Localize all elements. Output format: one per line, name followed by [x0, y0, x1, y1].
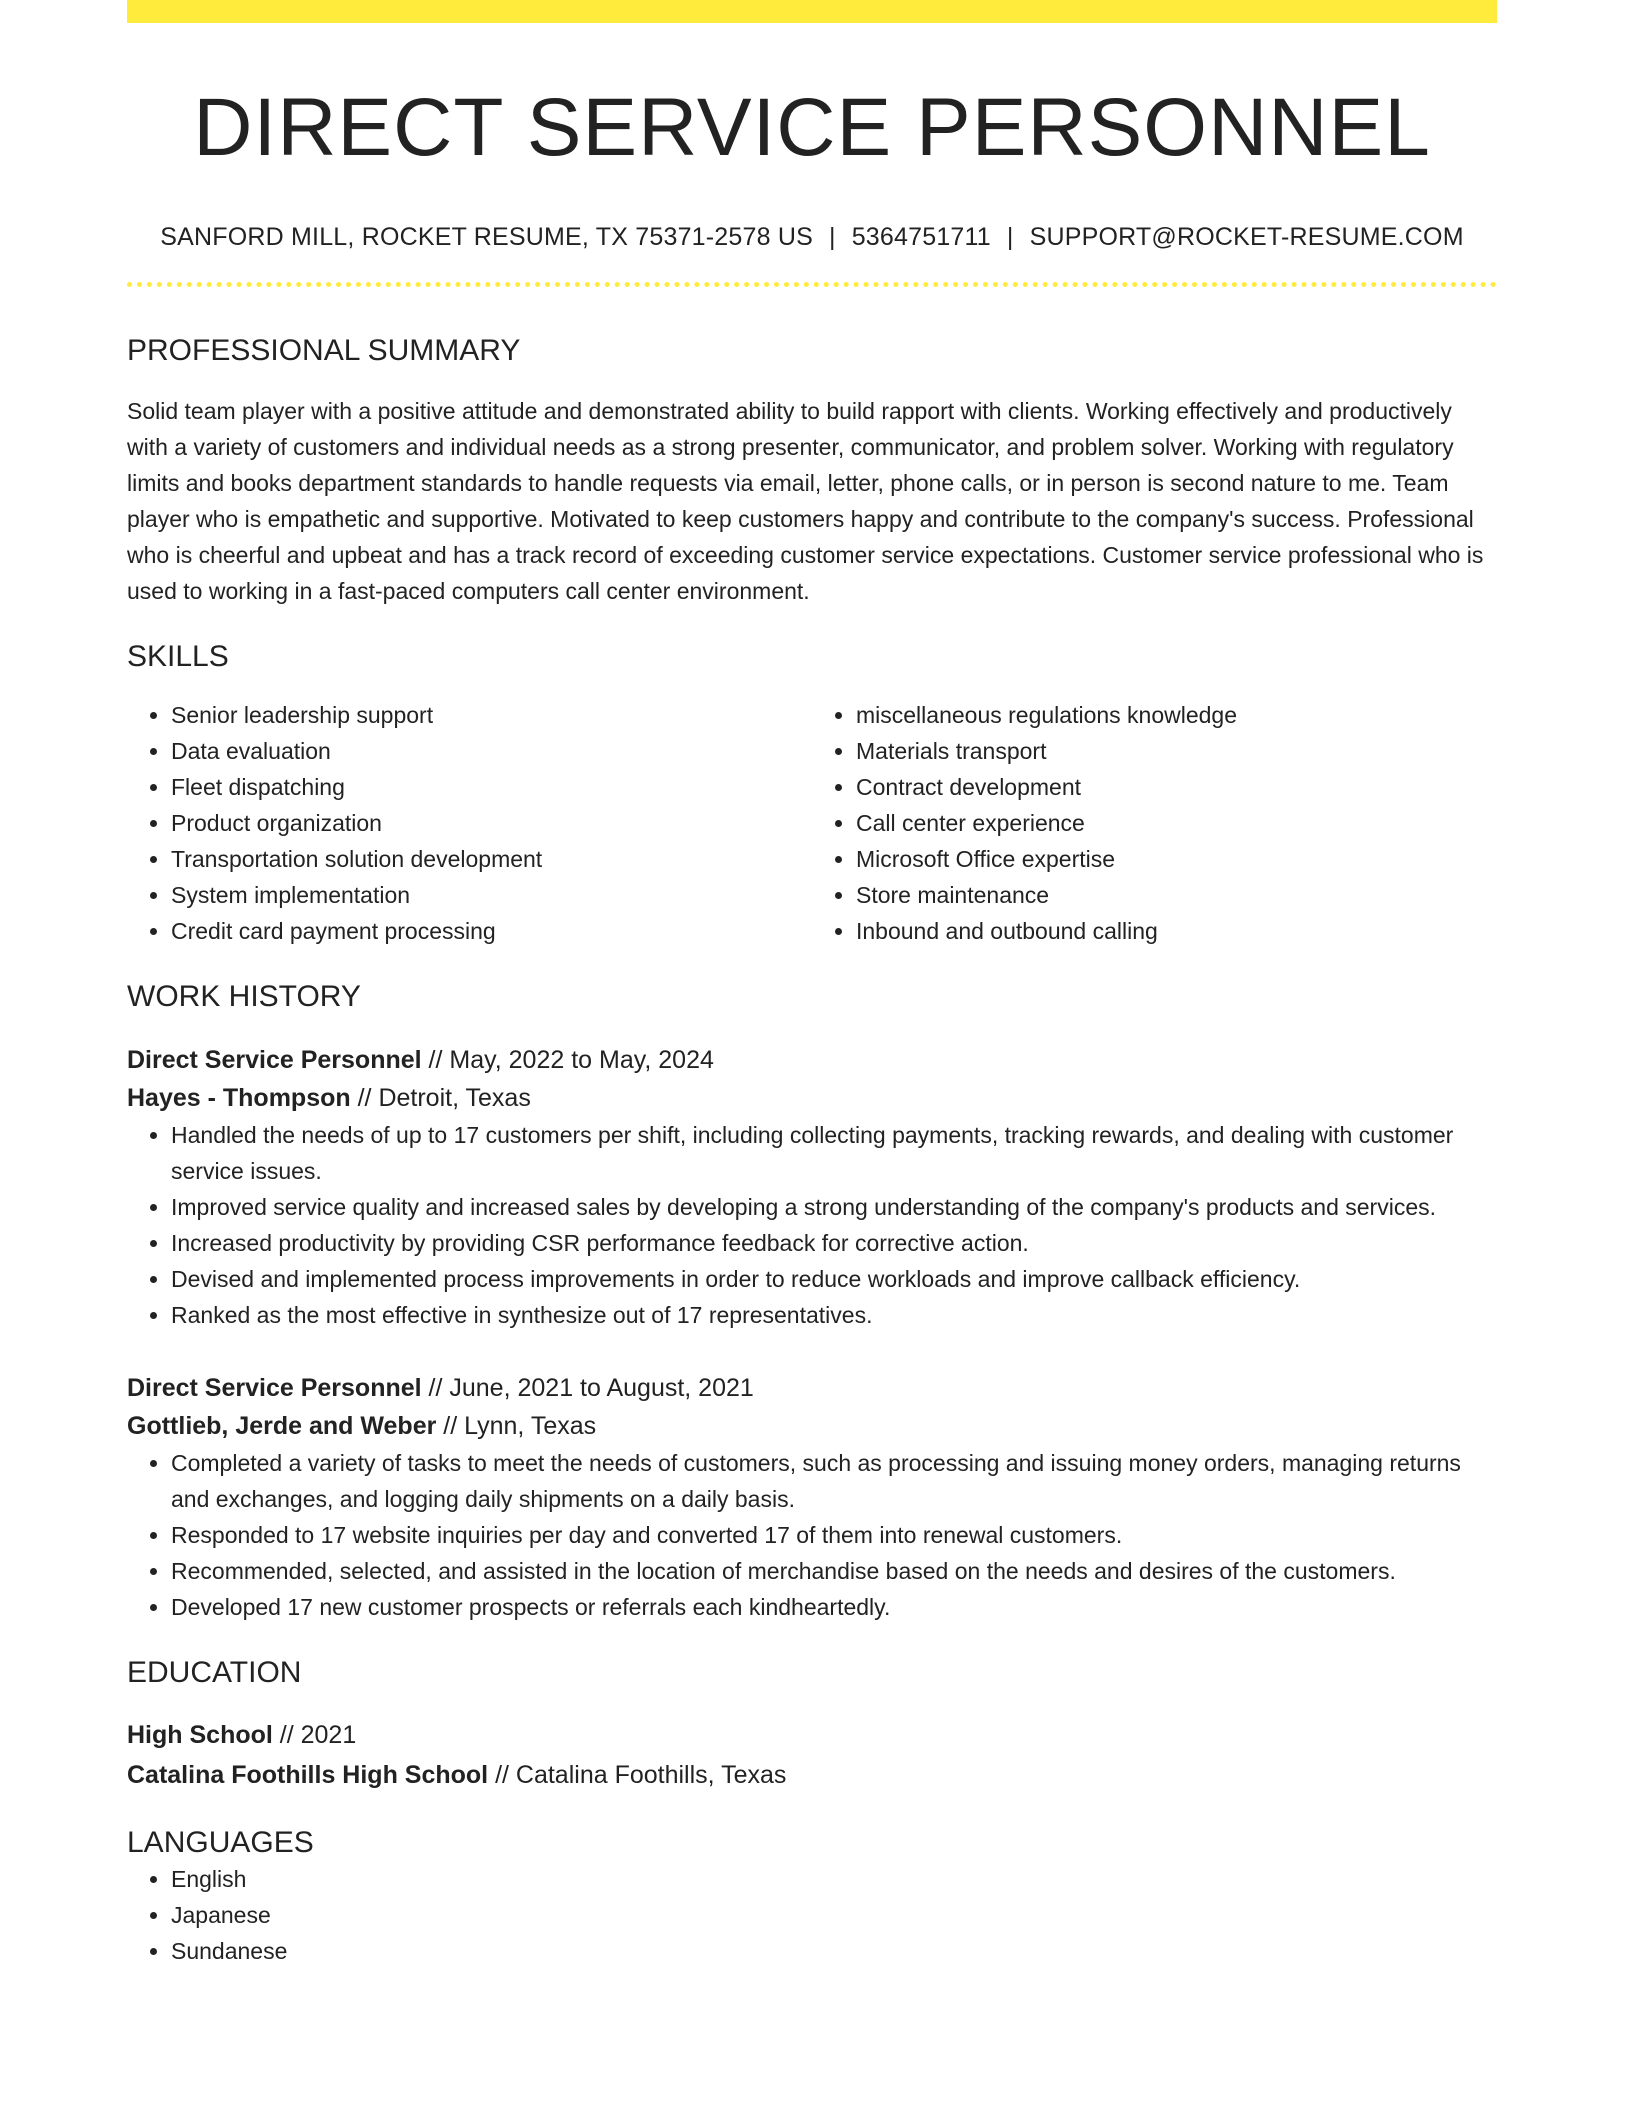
job-location: // Lynn, Texas	[436, 1412, 597, 1440]
job-role: Direct Service Personnel	[127, 1046, 422, 1074]
job-bullet: • Responded to 17 website inquiries per day and converted 17 of them into renewal customers.	[171, 1517, 1497, 1553]
education-school-line	[127, 1755, 1497, 1795]
education-year: // 2021	[272, 1721, 357, 1749]
education-degree-line	[127, 1715, 1497, 1755]
skill-item: • miscellaneous regulations knowledge	[856, 697, 1497, 733]
language-item: • English	[171, 1861, 1497, 1897]
skill-item: • Inbound and outbound calling	[856, 913, 1497, 949]
education-entry	[127, 1715, 1497, 1795]
summary-heading: PROFESSIONAL SUMMARY	[127, 334, 521, 367]
contact-separator: |	[1006, 223, 1014, 251]
education-heading: EDUCATION	[127, 1656, 302, 1689]
job-bullet: • Handled the needs of up to 17 customers per shift, including collecting payments, tracking rewards, and dealing with customer service issues.	[171, 1117, 1497, 1189]
job-bullet: • Completed a variety of tasks to meet the needs of customers, such as processing and issuing money orders, managing returns and exchanges, and logging daily shipments on a daily basis.	[171, 1445, 1497, 1517]
job-bullet: • Devised and implemented process improvements in order to reduce workloads and improve callback efficiency.	[171, 1261, 1497, 1297]
languages-heading: LANGUAGES	[127, 1826, 314, 1859]
job-location: // Detroit, Texas	[350, 1084, 531, 1112]
skill-item: • Microsoft Office expertise	[856, 841, 1497, 877]
dotted-divider	[127, 282, 1497, 287]
skills-grid	[127, 697, 1497, 949]
skills-column-left	[127, 697, 812, 949]
contact-address: SANFORD MILL, ROCKET RESUME, TX 75371-2578 US	[160, 223, 813, 251]
language-item: • Japanese	[171, 1897, 1497, 1933]
skill-item: • System implementation	[171, 877, 812, 913]
contact-separator: |	[829, 223, 836, 251]
skill-item: • Call center experience	[856, 805, 1497, 841]
job-bullet: • Increased productivity by providing CSR performance feedback for corrective action.	[171, 1225, 1497, 1261]
skill-item: • Data evaluation	[171, 733, 812, 769]
job-entry	[127, 1041, 1497, 1333]
job-bullets	[127, 1117, 1497, 1333]
contact-email: SUPPORT@ROCKET-RESUME.COM	[1029, 223, 1464, 251]
job-bullets	[127, 1445, 1497, 1625]
education-degree: High School	[127, 1721, 273, 1749]
language-item: • Sundanese	[171, 1933, 1497, 1969]
skill-item: • Materials transport	[856, 733, 1497, 769]
job-bullet: • Ranked as the most effective in synthesize out of 17 representatives.	[171, 1297, 1497, 1333]
job-role-line	[127, 1369, 1497, 1407]
skill-item: • Store maintenance	[856, 877, 1497, 913]
resume-content	[127, 0, 1497, 1969]
job-dates: // May, 2022 to May, 2024	[421, 1046, 714, 1074]
job-bullet: • Developed 17 new customer prospects or referrals each kindheartedly.	[171, 1589, 1497, 1625]
skills-heading: SKILLS	[127, 640, 229, 673]
work-history-heading: WORK HISTORY	[127, 980, 361, 1013]
job-role-line	[127, 1041, 1497, 1079]
job-role: Direct Service Personnel	[127, 1374, 422, 1402]
candidate-name: DIRECT SERVICE PERSONNEL	[193, 82, 1431, 173]
job-entry	[127, 1369, 1497, 1625]
skill-item: • Transportation solution development	[171, 841, 812, 877]
job-bullet: • Improved service quality and increased sales by developing a strong understanding of the company's products and services.	[171, 1189, 1497, 1225]
summary-text: Solid team player with a positive attitude and demonstrated ability to build rapport with clients. Working effectively and productively with a variety of customers and individual needs as a strong presenter, communicator, and problem solver. Working with regulatory limits and books department standards to handle requests via email, letter, phone calls, or in person is second nature to me. Team player who is empathetic and supportive. Motivated to keep customers happy and contribute to the company's success. Professional who is cheerful and upbeat and has a track record of exceeding customer service expectations. Customer service professional who is used to working in a fast-paced computers call center environment.	[127, 398, 1484, 604]
contact-phone: 5364751711	[851, 223, 991, 251]
education-location: // Catalina Foothills, Texas	[488, 1761, 787, 1789]
job-company: Hayes - Thompson	[127, 1084, 351, 1112]
education-school: Catalina Foothills High School	[127, 1761, 489, 1789]
skill-item: • Fleet dispatching	[171, 769, 812, 805]
skills-column-right	[812, 697, 1497, 949]
job-company: Gottlieb, Jerde and Weber	[127, 1412, 437, 1440]
skill-item: • Senior leadership support	[171, 697, 812, 733]
skill-item: • Contract development	[856, 769, 1497, 805]
contact-line	[127, 222, 1497, 252]
job-company-line	[127, 1079, 1497, 1117]
job-bullet: • Recommended, selected, and assisted in the location of merchandise based on the needs and desires of the customers.	[171, 1553, 1497, 1589]
job-dates: // June, 2021 to August, 2021	[421, 1374, 754, 1402]
skill-item: • Product organization	[171, 805, 812, 841]
languages-list	[127, 1861, 1497, 1969]
skill-item: • Credit card payment processing	[171, 913, 812, 949]
job-company-line	[127, 1407, 1497, 1445]
